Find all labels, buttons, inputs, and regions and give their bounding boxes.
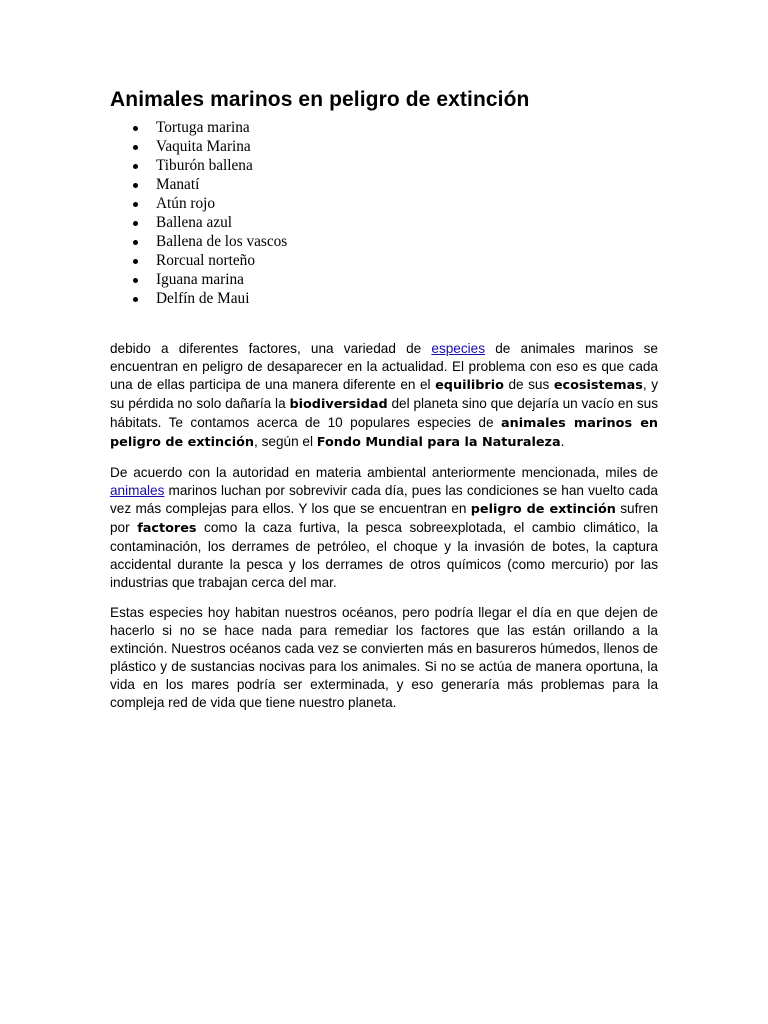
list-item: Ballena de los vascos [110,232,658,251]
bullet-icon [133,145,138,150]
bullet-icon [133,240,138,245]
list-item: Tiburón ballena [110,156,658,175]
bold-factores: factores [137,521,197,536]
article-body [110,340,658,712]
list-item: Ballena azul [110,213,658,232]
document-page [110,86,658,724]
list-item: Vaquita Marina [110,137,658,156]
animales-link[interactable]: animales [110,483,165,498]
paragraph-oceanos: Estas especies hoy habitan nuestros océanos, pero podría llegar el día en que dejen de hacerlo si no se hace nada para remediar los factores que las están orillando a la extinción. Nuestros océanos cada vez se convierten más en basureros húmedos, llenos de plástico y de sustancias nocivas para los animales. Si no se actúa de manera oportuna, la vida en los mares podría ser exterminada, y eso generaría más problemas para la compleja red de vida que tiene nuestro planeta. [110,605,658,710]
species-list [110,118,658,308]
list-item: Delfín de Maui [110,289,658,308]
list-item: Tortuga marina [110,118,658,137]
bold-ecosistemas: ecosistemas [553,378,643,393]
page-title: Animales marinos en peligro de extinción [110,88,530,111]
especies-link[interactable]: especies [431,341,486,356]
bold-equilibrio: equilibrio [435,378,504,393]
list-item: Rorcual norteño [110,251,658,270]
list-item: Iguana marina [110,270,658,289]
bullet-icon [133,202,138,207]
bullet-icon [133,259,138,264]
bold-fondo-mundial: Fondo Mundial para la Naturaleza [316,435,561,450]
list-item: Atún rojo [110,194,658,213]
bullet-icon [133,221,138,226]
bullet-icon [133,126,138,131]
bold-peligro-extincion: peligro de extinción [470,502,616,517]
paragraph-autoridad: De acuerdo con la autoridad en materia ambiental anteriormente mencionada, miles de animales marinos luchan por sobrevivir cada día, pues las condiciones se han vuelto cada vez más complejas para ellos. Y los que se encuentran en peligro de extinción sufren por factores como la caza furtiva, la pesca sobreexplotada, el cambio climático, la contaminación, los derrames de petróleo, el choque y la invasión de botes, la captura accidental durante la pesca y los derrames de otros químicos (como mercurio) por las industrias que trabajan cerca del mar. [110,465,659,590]
bullet-icon [133,278,138,283]
bullet-icon [133,297,138,302]
paragraph-intro: debido a diferentes factores, una variedad de especies de animales marinos se encuentran en peligro de desaparecer en la actualidad. El problema con eso es que cada una de ellas participa de una manera diferente en el equilibrio de sus ecosistemas, y su pérdida no solo dañaría la biodiversidad del planeta sino que dejaría un vacío en sus hábitats. Te contamos acerca de 10 populares especies de animales marinos en peligro de extinción, según el Fondo Mundial para la Naturaleza. [110,341,658,450]
bold-biodiversidad: biodiversidad [289,397,388,412]
bold-animales-marinos: animales marinos en peligro de extinción [110,416,658,450]
bullet-icon [133,164,138,169]
list-item: Manatí [110,175,658,194]
bullet-icon [133,183,138,188]
